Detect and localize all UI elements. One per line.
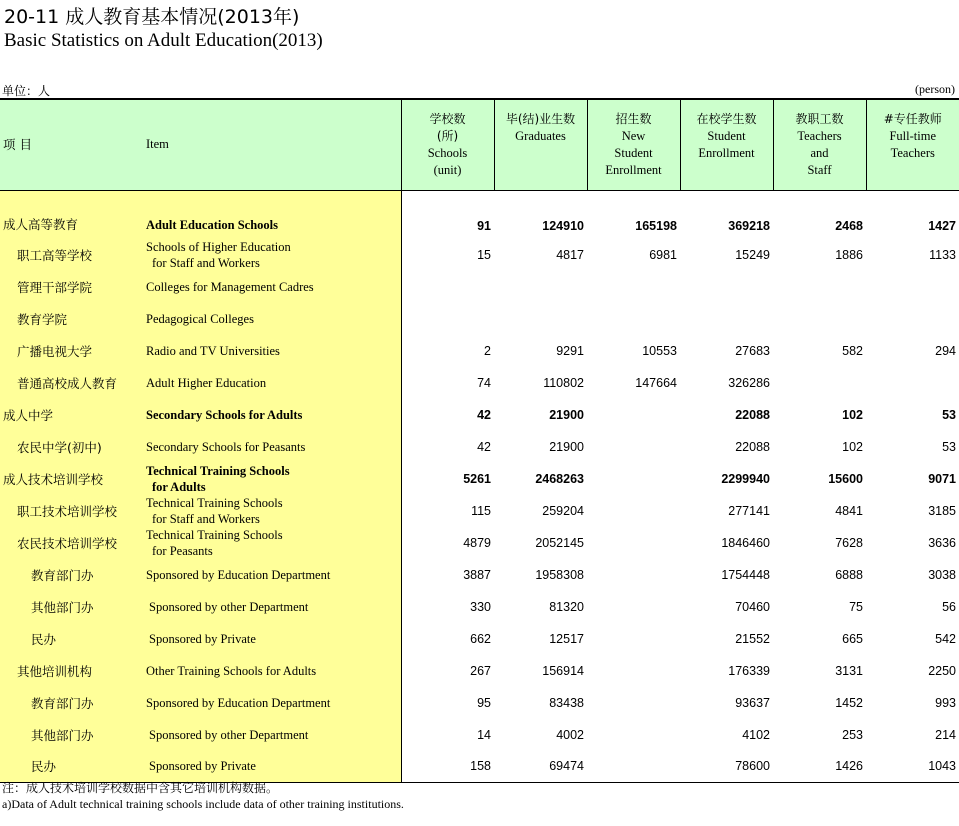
row-item-chinese: 教育学院 — [0, 303, 143, 335]
cell-ft: 53 — [942, 407, 956, 422]
row-item-english-line1: Secondary Schools for Adults — [146, 407, 303, 422]
row-item-chinese: 教育部门办 — [0, 559, 143, 591]
cell-new — [587, 399, 680, 431]
row-item-english — [143, 335, 401, 367]
row-item-english — [143, 495, 401, 527]
cell-ft: 56 — [942, 599, 956, 614]
cell-enroll — [680, 271, 773, 303]
cell-enroll: 78600 — [680, 751, 773, 783]
table-row — [0, 527, 959, 559]
unit-label-english: (person) — [915, 82, 955, 96]
header-new-cn: 招生数 — [615, 111, 652, 126]
row-item-chinese: 农民中学(初中) — [0, 431, 143, 463]
row-item-chinese: 民办 — [0, 751, 143, 783]
header-new-en2: Student — [614, 145, 653, 160]
row-item-english-line1: Radio and TV Universities — [146, 343, 280, 358]
row-item-english — [143, 655, 401, 687]
cell-schools: 267 — [470, 663, 491, 678]
cell-ft — [866, 367, 959, 399]
header-schools — [401, 99, 494, 190]
row-item-chinese: 管理干部学院 — [0, 271, 143, 303]
row-item-english — [143, 303, 401, 335]
header-staff-en3: Staff — [807, 162, 832, 177]
unit-label-chinese: 单位：人 — [2, 84, 51, 98]
row-item-english-line1: Sponsored by other Department — [149, 599, 309, 614]
cell-graduates: 21900 — [549, 439, 584, 454]
header-enroll-en1: Student — [707, 128, 746, 143]
header-item-chinese: 项 目 — [0, 99, 143, 190]
cell-graduates — [494, 303, 587, 335]
cell-schools: 42 — [477, 407, 491, 422]
cell-graduates: 110802 — [543, 375, 584, 390]
table-row — [0, 431, 959, 463]
row-item-english — [143, 559, 401, 591]
row-item-english-line1: Sponsored by Private — [149, 631, 256, 646]
row-item-english-line1: Schools of Higher Education — [146, 239, 291, 254]
row-item-english-line2: for Staff and Workers — [152, 255, 260, 270]
row-item-english — [143, 719, 401, 751]
cell-staff — [773, 367, 866, 399]
cell-graduates: 4817 — [556, 247, 584, 262]
row-item-english — [143, 431, 401, 463]
cell-new — [587, 527, 680, 559]
row-item-chinese: 广播电视大学 — [0, 335, 143, 367]
cell-new — [587, 591, 680, 623]
table-row — [0, 719, 959, 751]
cell-ft: 294 — [935, 343, 956, 358]
cell-new — [587, 303, 680, 335]
cell-staff: 75 — [849, 599, 863, 614]
header-graduates — [494, 99, 587, 190]
cell-graduates: 83438 — [549, 695, 584, 710]
cell-graduates: 4002 — [556, 727, 584, 742]
cell-staff: 665 — [842, 631, 863, 646]
cell-enroll: 22088 — [735, 439, 770, 454]
row-item-english-line1: Adult Higher Education — [146, 375, 267, 390]
cell-ft: 542 — [935, 631, 956, 646]
header-item-english: Item — [143, 99, 401, 190]
row-item-english — [143, 751, 401, 783]
table-row — [0, 655, 959, 687]
cell-enroll — [680, 303, 773, 335]
cell-enroll: 326286 — [728, 375, 770, 390]
row-item-english-line1: Adult Education Schools — [146, 217, 278, 232]
table-row — [0, 190, 959, 239]
table-row — [0, 303, 959, 335]
cell-enroll: 4102 — [742, 727, 770, 742]
row-item-english — [143, 271, 401, 303]
cell-ft: 1043 — [866, 751, 959, 783]
cell-staff: 1426 — [773, 751, 866, 783]
table-row — [0, 271, 959, 303]
cell-schools: 3887 — [463, 567, 491, 582]
cell-schools: 15 — [477, 247, 491, 262]
row-item-chinese: 职工高等学校 — [0, 239, 143, 271]
cell-new — [587, 655, 680, 687]
cell-new — [587, 719, 680, 751]
header-ft-en1: Full-time — [889, 128, 937, 143]
cell-enroll: 93637 — [735, 695, 770, 710]
cell-schools: 91 — [477, 218, 491, 233]
cell-graduates: 21900 — [549, 407, 584, 422]
cell-graduates — [494, 271, 587, 303]
row-item-chinese: 其他培训机构 — [0, 655, 143, 687]
table-title-english: Basic Statistics on Adult Education(2013) — [4, 30, 323, 51]
cell-staff: 102 — [842, 439, 863, 454]
cell-enroll: 1846460 — [721, 535, 770, 550]
table-row — [0, 623, 959, 655]
cell-graduates: 156914 — [542, 663, 584, 678]
cell-staff: 582 — [842, 343, 863, 358]
header-new-en3: Enrollment — [605, 162, 662, 177]
cell-schools: 14 — [477, 727, 491, 742]
cell-schools: 115 — [471, 503, 491, 518]
row-item-chinese: 其他部门办 — [0, 591, 143, 623]
row-item-english — [143, 527, 401, 559]
cell-graduates: 2052145 — [535, 535, 584, 550]
cell-schools: 4879 — [463, 535, 491, 550]
cell-graduates: 1958308 — [535, 567, 584, 582]
cell-staff: 2468 — [835, 218, 863, 233]
cell-enroll: 277141 — [728, 503, 770, 518]
row-item-chinese: 成人技术培训学校 — [0, 463, 143, 495]
row-item-english-line2: for Adults — [152, 479, 206, 494]
row-item-english — [143, 687, 401, 719]
cell-staff — [773, 303, 866, 335]
row-item-english-line1: Sponsored by Education Department — [146, 567, 331, 582]
row-item-english — [143, 399, 401, 431]
header-schools-en: Schools — [427, 145, 468, 160]
table-title-chinese: 20-11 成人教育基本情况(2013年) — [4, 6, 300, 28]
cell-new: 10553 — [642, 343, 677, 358]
table-row — [0, 591, 959, 623]
table-row — [0, 335, 959, 367]
cell-ft: 3038 — [928, 567, 956, 582]
cell-staff: 253 — [842, 727, 863, 742]
cell-schools: 5261 — [463, 471, 491, 486]
row-item-english — [143, 623, 401, 655]
row-item-english — [143, 367, 401, 399]
cell-schools: 662 — [470, 631, 491, 646]
table-row — [0, 751, 959, 783]
cell-new — [587, 495, 680, 527]
row-item-english-line1: Secondary Schools for Peasants — [146, 439, 306, 454]
table-row — [0, 367, 959, 399]
cell-new — [587, 431, 680, 463]
header-enroll-en2: Enrollment — [698, 145, 755, 160]
cell-graduates: 69474 — [494, 751, 587, 783]
table-row — [0, 399, 959, 431]
cell-schools: 95 — [477, 695, 491, 710]
cell-staff: 102 — [842, 407, 863, 422]
cell-new — [587, 623, 680, 655]
row-item-english — [143, 239, 401, 271]
cell-ft: 1133 — [929, 247, 956, 262]
cell-new — [587, 687, 680, 719]
cell-ft: 214 — [935, 727, 956, 742]
cell-new — [587, 271, 680, 303]
cell-schools: 330 — [470, 599, 491, 614]
row-item-chinese: 农民技术培训学校 — [0, 527, 143, 559]
header-graduates-cn: 毕(结)业生数 — [505, 111, 576, 126]
header-staff-cn: 教职工数 — [795, 111, 844, 126]
cell-enroll: 369218 — [728, 218, 770, 233]
row-item-english-line1: Sponsored by Private — [149, 759, 256, 774]
cell-enroll: 27683 — [735, 343, 770, 358]
cell-enroll: 21552 — [735, 631, 770, 646]
cell-staff: 1452 — [835, 695, 863, 710]
cell-ft: 53 — [942, 439, 956, 454]
cell-new — [587, 559, 680, 591]
cell-staff: 4841 — [835, 503, 863, 518]
footnote-chinese: 注：成人技术培训学校数据中含其它培训机构数据。 — [2, 781, 279, 795]
header-ft-cn: #专任教师 — [883, 111, 942, 126]
header-schools-cn-unit: (所) — [436, 128, 459, 143]
row-item-chinese: 民办 — [0, 623, 143, 655]
row-item-english-line1: Other Training Schools for Adults — [146, 663, 317, 678]
table-row — [0, 495, 959, 527]
cell-new — [587, 751, 680, 783]
header-staff-en1: Teachers — [797, 128, 842, 143]
cell-enroll: 15249 — [735, 247, 770, 262]
cell-staff — [773, 271, 866, 303]
row-item-english-line1: Technical Training Schools — [146, 495, 283, 510]
cell-new: 6981 — [649, 247, 677, 262]
table-row — [0, 687, 959, 719]
cell-schools — [401, 303, 494, 335]
cell-enroll: 176339 — [728, 663, 770, 678]
cell-ft: 3636 — [928, 535, 956, 550]
row-item-english-line1: Colleges for Management Cadres — [146, 279, 314, 294]
table-header-row — [0, 99, 959, 190]
cell-new — [587, 463, 680, 495]
cell-graduates: 2468263 — [535, 471, 584, 486]
row-item-english-line2: for Staff and Workers — [152, 511, 260, 526]
table-row — [0, 239, 959, 271]
header-new-enrollment — [587, 99, 680, 190]
row-item-english — [143, 190, 401, 239]
table-row — [0, 559, 959, 591]
row-item-english-line2: for Peasants — [152, 543, 213, 558]
cell-graduates: 124910 — [542, 218, 584, 233]
header-schools-unit: (unit) — [433, 162, 462, 177]
cell-graduates: 81320 — [549, 599, 584, 614]
cell-enroll: 70460 — [735, 599, 770, 614]
cell-graduates: 9291 — [556, 343, 584, 358]
cell-new: 165198 — [635, 218, 677, 233]
header-fulltime-teachers — [866, 99, 959, 190]
row-item-english — [143, 591, 401, 623]
row-item-chinese: 职工技术培训学校 — [0, 495, 143, 527]
cell-ft — [866, 303, 959, 335]
cell-schools: 42 — [477, 439, 491, 454]
row-item-english-line1: Pedagogical Colleges — [146, 311, 254, 326]
cell-ft: 993 — [935, 695, 956, 710]
row-item-english-line1: Sponsored by Education Department — [146, 695, 331, 710]
cell-schools: 74 — [477, 375, 491, 390]
cell-ft: 3185 — [928, 503, 956, 518]
header-teachers-staff — [773, 99, 866, 190]
cell-schools: 2 — [484, 343, 491, 358]
cell-ft: 1427 — [928, 218, 956, 233]
row-item-chinese: 普通高校成人教育 — [0, 367, 143, 399]
cell-enroll: 1754448 — [721, 567, 770, 582]
row-item-english — [143, 463, 401, 495]
cell-new: 147664 — [635, 375, 677, 390]
cell-ft: 2250 — [928, 663, 956, 678]
cell-staff: 15600 — [828, 471, 863, 486]
header-new-en1: New — [621, 128, 646, 143]
table-body — [0, 190, 959, 783]
row-item-chinese: 成人高等教育 — [0, 190, 143, 239]
cell-enroll: 2299940 — [721, 471, 770, 486]
row-item-english-line1: Technical Training Schools — [146, 527, 283, 542]
cell-ft: 9071 — [928, 471, 956, 486]
cell-ft — [866, 271, 959, 303]
row-item-chinese: 教育部门办 — [0, 687, 143, 719]
cell-staff: 3131 — [835, 663, 863, 678]
table-row — [0, 463, 959, 495]
row-item-english-line1: Sponsored by other Department — [149, 727, 309, 742]
header-graduates-en: Graduates — [515, 128, 566, 143]
row-item-chinese: 成人中学 — [0, 399, 143, 431]
cell-schools: 158 — [401, 751, 494, 783]
header-student-enrollment — [680, 99, 773, 190]
cell-enroll: 22088 — [735, 407, 770, 422]
header-ft-en2: Teachers — [890, 145, 935, 160]
header-staff-en2: and — [810, 145, 829, 160]
adult-education-table — [0, 98, 959, 783]
cell-staff: 7628 — [835, 535, 863, 550]
footnote-english: a)Data of Adult technical training schools include data of other training institutions. — [2, 797, 404, 811]
header-schools-cn: 学校数 — [429, 111, 466, 126]
row-item-english-line1: Technical Training Schools — [146, 463, 290, 478]
row-item-chinese: 其他部门办 — [0, 719, 143, 751]
cell-schools — [401, 271, 494, 303]
cell-staff: 6888 — [835, 567, 863, 582]
cell-graduates: 12517 — [549, 631, 584, 646]
cell-staff: 1886 — [835, 247, 863, 262]
header-enroll-cn: 在校学生数 — [696, 111, 757, 126]
cell-graduates: 259204 — [542, 503, 584, 518]
